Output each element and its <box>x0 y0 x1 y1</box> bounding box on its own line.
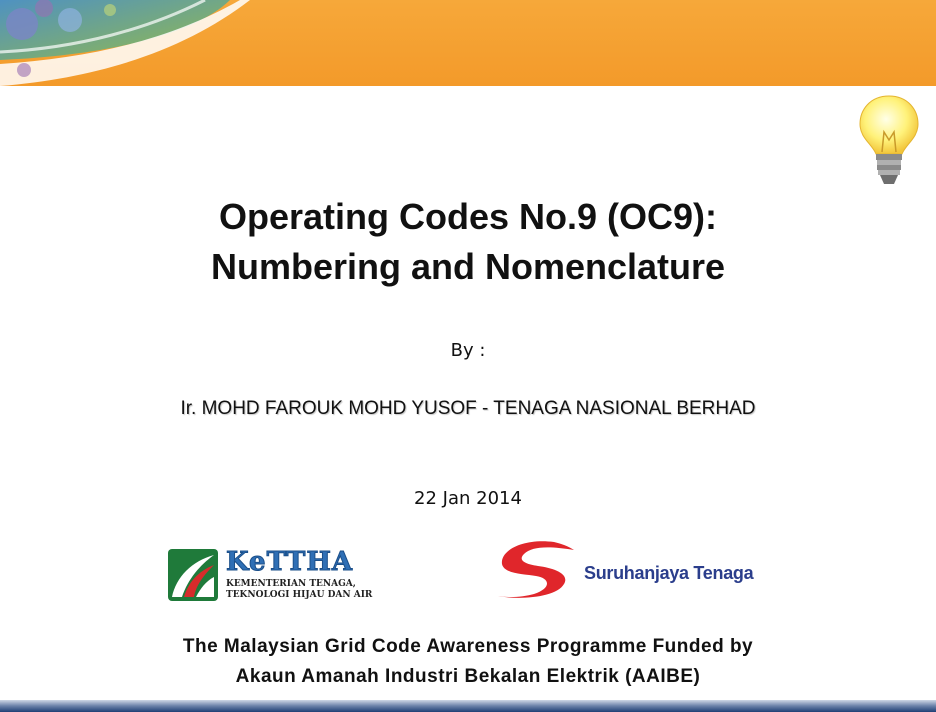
bottom-bar <box>0 700 936 712</box>
slide-title <box>0 192 936 292</box>
footer-line-2: Akaun Amanah Industri Bekalan Elektrik (AAIBE) <box>235 666 701 687</box>
suruhanjaya-tenaga-logo <box>494 538 794 600</box>
presentation-date: 22 Jan 2014 <box>414 488 522 509</box>
st-name: Suruhanjaya Tenaga <box>584 563 754 583</box>
banner-swoosh-icon <box>0 0 260 86</box>
ketha-logo <box>166 547 376 607</box>
header-banner <box>0 0 936 86</box>
ketha-subtitle-line-1: KEMENTERIAN TENAGA, <box>226 579 356 589</box>
ketha-subtitle <box>226 579 372 601</box>
ketha-subtitle-line-2: TEKNOLOGI HIJAU DAN AIR <box>226 590 373 600</box>
ketha-name: KeTTHA <box>226 547 354 577</box>
suruhanjaya-tenaga-swoosh-icon <box>494 538 594 600</box>
author-name: Ir. MOHD FAROUK MOHD YUSOF - TENAGA NASIONAL BERHAD <box>180 398 756 419</box>
title-line-1: Operating Codes No.9 (OC9): <box>218 196 718 237</box>
ketha-logo-icon <box>166 547 220 603</box>
title-line-2: Numbering and Nomenclature <box>210 246 726 287</box>
footer-line-1: The Malaysian Grid Code Awareness Programme Funded by <box>182 636 754 657</box>
by-label: By : <box>450 340 486 361</box>
lightbulb-icon <box>854 92 924 192</box>
funding-footer <box>0 632 936 692</box>
